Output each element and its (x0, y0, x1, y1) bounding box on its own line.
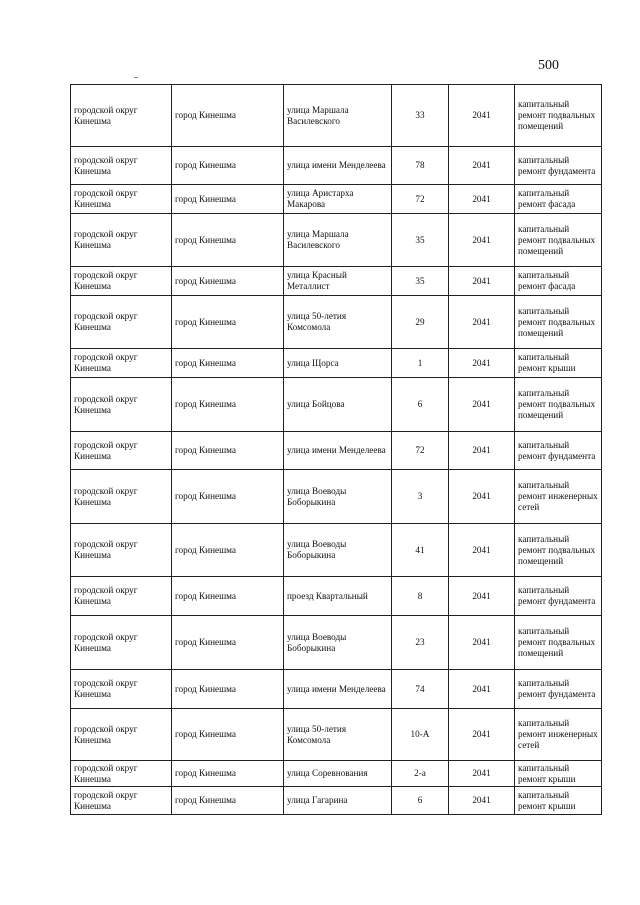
cell-city: город Кинешма (172, 577, 284, 616)
table-row (71, 147, 602, 185)
cell-city: город Кинешма (172, 378, 284, 432)
cell-district: городской округ Кинешма (71, 670, 172, 709)
cell-street: улица Воеводы Боборыкина (284, 470, 392, 524)
cell-year: 2041 (449, 147, 515, 185)
cell-district: городской округ Кинешма (71, 709, 172, 761)
cell-city: город Кинешма (172, 524, 284, 577)
cell-work-type: капитальный ремонт фундамента (515, 432, 602, 470)
table-row (71, 378, 602, 432)
cell-work-type: капитальный ремонт подвальных помещений (515, 214, 602, 267)
table-body (71, 85, 602, 815)
table-row (71, 761, 602, 787)
cell-house-number: 23 (392, 616, 449, 670)
cell-house-number: 41 (392, 524, 449, 577)
cell-street: улица Маршала Василевского (284, 85, 392, 147)
cell-district: городской округ Кинешма (71, 349, 172, 378)
table-row (71, 267, 602, 296)
cell-city: город Кинешма (172, 349, 284, 378)
cell-district: городской округ Кинешма (71, 147, 172, 185)
cell-house-number: 8 (392, 577, 449, 616)
cell-city: город Кинешма (172, 85, 284, 147)
cell-work-type: капитальный ремонт подвальных помещений (515, 85, 602, 147)
table-row (71, 349, 602, 378)
cell-street: проезд Квартальный (284, 577, 392, 616)
cell-district: городской округ Кинешма (71, 524, 172, 577)
cell-city: город Кинешма (172, 296, 284, 349)
cell-work-type: капитальный ремонт подвальных помещений (515, 524, 602, 577)
cell-house-number: 35 (392, 214, 449, 267)
cell-house-number: 72 (392, 432, 449, 470)
cell-city: город Кинешма (172, 267, 284, 296)
cell-year: 2041 (449, 432, 515, 470)
cell-city: город Кинешма (172, 214, 284, 267)
cell-street: улица Бойцова (284, 378, 392, 432)
cell-year: 2041 (449, 267, 515, 296)
cell-year: 2041 (449, 577, 515, 616)
table-row (71, 709, 602, 761)
cell-city: город Кинешма (172, 616, 284, 670)
cell-work-type: капитальный ремонт крыши (515, 349, 602, 378)
cell-work-type: капитальный ремонт подвальных помещений (515, 616, 602, 670)
cell-year: 2041 (449, 214, 515, 267)
table-row (71, 524, 602, 577)
cell-street: улица Красный Металлист (284, 267, 392, 296)
cell-city: город Кинешма (172, 432, 284, 470)
cell-work-type: капитальный ремонт крыши (515, 787, 602, 815)
cell-year: 2041 (449, 761, 515, 787)
cell-district: городской округ Кинешма (71, 185, 172, 214)
table-row (71, 577, 602, 616)
cell-house-number: 3 (392, 470, 449, 524)
cell-district: городской округ Кинешма (71, 378, 172, 432)
table-row (71, 787, 602, 815)
table-row (71, 470, 602, 524)
cell-district: городской округ Кинешма (71, 85, 172, 147)
cell-year: 2041 (449, 709, 515, 761)
cell-house-number: 74 (392, 670, 449, 709)
cell-year: 2041 (449, 349, 515, 378)
cell-work-type: капитальный ремонт фасада (515, 267, 602, 296)
cell-year: 2041 (449, 185, 515, 214)
cell-street: улица имени Менделеева (284, 147, 392, 185)
cell-district: городской округ Кинешма (71, 761, 172, 787)
cell-year: 2041 (449, 85, 515, 147)
cell-street: улица Щорса (284, 349, 392, 378)
cell-work-type: капитальный ремонт инженерных сетей (515, 470, 602, 524)
cell-city: город Кинешма (172, 470, 284, 524)
cell-street: улица 50-летия Комсомола (284, 709, 392, 761)
cell-house-number: 1 (392, 349, 449, 378)
cell-year: 2041 (449, 787, 515, 815)
cell-house-number: 29 (392, 296, 449, 349)
cell-year: 2041 (449, 296, 515, 349)
cell-work-type: капитальный ремонт подвальных помещений (515, 296, 602, 349)
table-row (71, 296, 602, 349)
cell-year: 2041 (449, 670, 515, 709)
cell-district: городской округ Кинешма (71, 267, 172, 296)
cell-street: улица Воеводы Боборыкина (284, 524, 392, 577)
cell-work-type: капитальный ремонт фундамента (515, 577, 602, 616)
cell-city: город Кинешма (172, 761, 284, 787)
cell-work-type: капитальный ремонт фундамента (515, 147, 602, 185)
cell-house-number: 6 (392, 787, 449, 815)
cell-work-type: капитальный ремонт подвальных помещений (515, 378, 602, 432)
table-row (71, 185, 602, 214)
cell-street: улица Гагарина (284, 787, 392, 815)
cell-district: городской округ Кинешма (71, 470, 172, 524)
cell-street: улица Воеводы Боборыкина (284, 616, 392, 670)
cell-house-number: 35 (392, 267, 449, 296)
cell-street: улица Аристарха Макарова (284, 185, 392, 214)
cell-year: 2041 (449, 524, 515, 577)
cell-district: городской округ Кинешма (71, 296, 172, 349)
repair-schedule-table (70, 84, 602, 815)
scan-mark (134, 77, 138, 78)
table-row (71, 214, 602, 267)
cell-year: 2041 (449, 616, 515, 670)
cell-street: улица имени Менделеева (284, 432, 392, 470)
cell-year: 2041 (449, 470, 515, 524)
cell-district: городской округ Кинешма (71, 616, 172, 670)
page-number: 500 (538, 58, 559, 73)
cell-work-type: капитальный ремонт инженерных сетей (515, 709, 602, 761)
cell-house-number: 33 (392, 85, 449, 147)
cell-house-number: 10-А (392, 709, 449, 761)
table-row (71, 432, 602, 470)
cell-street: улица Маршала Василевского (284, 214, 392, 267)
cell-work-type: капитальный ремонт фундамента (515, 670, 602, 709)
cell-house-number: 78 (392, 147, 449, 185)
table-row (71, 670, 602, 709)
cell-work-type: капитальный ремонт фасада (515, 185, 602, 214)
cell-work-type: капитальный ремонт крыши (515, 761, 602, 787)
cell-district: городской округ Кинешма (71, 432, 172, 470)
cell-district: городской округ Кинешма (71, 577, 172, 616)
cell-district: городской округ Кинешма (71, 214, 172, 267)
cell-house-number: 2-а (392, 761, 449, 787)
cell-district: городской округ Кинешма (71, 787, 172, 815)
cell-street: улица имени Менделеева (284, 670, 392, 709)
cell-house-number: 6 (392, 378, 449, 432)
cell-city: город Кинешма (172, 709, 284, 761)
table-row (71, 616, 602, 670)
cell-city: город Кинешма (172, 185, 284, 214)
cell-city: город Кинешма (172, 147, 284, 185)
cell-city: город Кинешма (172, 670, 284, 709)
cell-street: улица Соревнования (284, 761, 392, 787)
cell-city: город Кинешма (172, 787, 284, 815)
cell-house-number: 72 (392, 185, 449, 214)
cell-street: улица 50-летия Комсомола (284, 296, 392, 349)
table-row (71, 85, 602, 147)
cell-year: 2041 (449, 378, 515, 432)
